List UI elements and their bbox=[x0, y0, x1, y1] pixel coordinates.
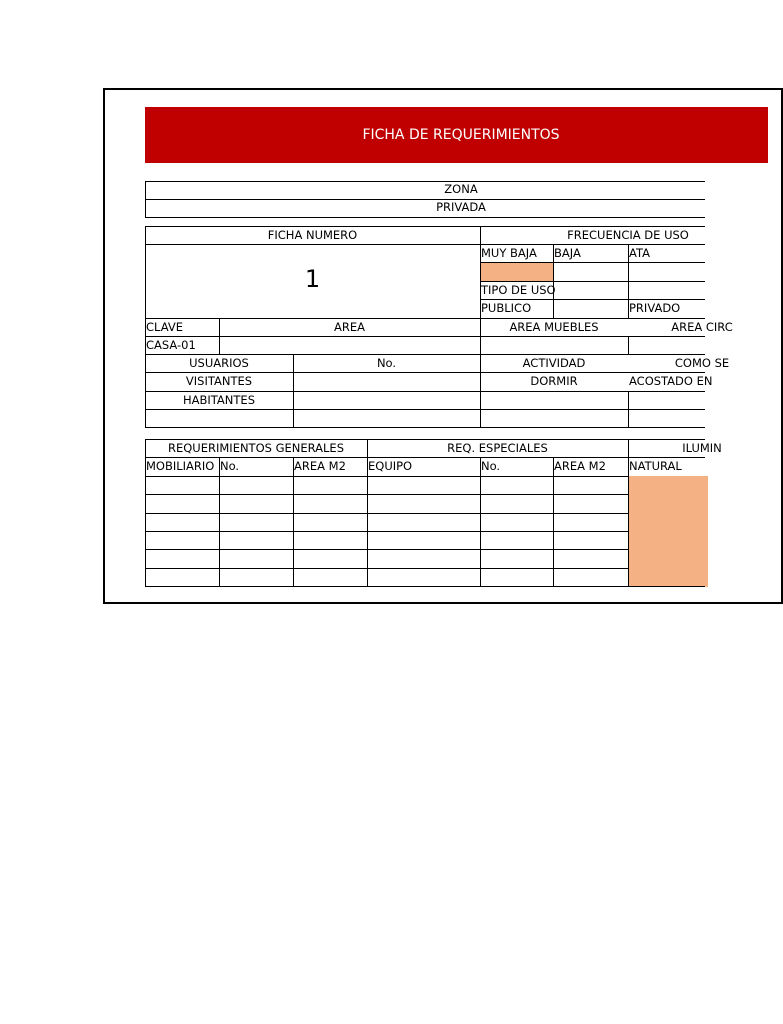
grid-line-horizontal bbox=[145, 427, 705, 428]
grid-line-horizontal bbox=[145, 476, 628, 477]
tipo-uso-label: TIPO DE USO bbox=[481, 283, 556, 297]
frecuencia-label: FRECUENCIA DE USO bbox=[567, 228, 689, 242]
ficha-numero-label: FICHA NUMERO bbox=[267, 228, 358, 242]
frequency-selected-cell[interactable] bbox=[480, 263, 553, 281]
col-area-m2: AREA M2 bbox=[294, 459, 346, 473]
grid-line-horizontal bbox=[145, 531, 628, 532]
grid-line-horizontal bbox=[145, 513, 628, 514]
form-title: FICHA DE REQUERIMIENTOS bbox=[362, 127, 560, 143]
area-circ-label: AREA CIRC bbox=[671, 320, 733, 334]
grid-line-vertical bbox=[480, 457, 481, 587]
tipo-option-privado[interactable]: PRIVADO bbox=[629, 301, 681, 315]
grid-line-horizontal bbox=[145, 586, 705, 587]
usuario-row-habitantes[interactable]: HABITANTES bbox=[183, 393, 255, 407]
col-mobiliario: MOBILIARIO bbox=[146, 459, 215, 473]
grid-line-horizontal bbox=[145, 409, 705, 410]
grid-line-horizontal bbox=[145, 217, 705, 218]
grid-line-horizontal bbox=[145, 549, 628, 550]
como-row-visitantes[interactable]: ACOSTADO EN bbox=[629, 374, 713, 388]
natural-lighting-cell[interactable] bbox=[628, 476, 708, 587]
zona-label: ZONA bbox=[444, 182, 478, 196]
req-especiales-header: REQ. ESPECIALES bbox=[447, 441, 548, 455]
area-label: AREA bbox=[334, 320, 365, 334]
col-equipo: EQUIPO bbox=[368, 459, 413, 473]
freq-option-muy-baja[interactable]: MUY BAJA bbox=[481, 246, 537, 260]
grid-line-vertical bbox=[628, 336, 629, 355]
usuarios-header: USUARIOS bbox=[189, 356, 249, 370]
clave-value[interactable]: CASA-01 bbox=[146, 338, 196, 352]
req-generales-header: REQUERIMIENTOS GENERALES bbox=[168, 441, 344, 455]
actividad-row-visitantes[interactable]: DORMIR bbox=[530, 374, 578, 388]
col-no-especial: No. bbox=[481, 459, 501, 473]
tipo-option-publico[interactable]: PUBLICO bbox=[481, 301, 532, 315]
zona-value[interactable]: PRIVADA bbox=[436, 200, 486, 214]
col-natural: NATURAL bbox=[629, 459, 682, 473]
grid-line-horizontal bbox=[145, 568, 628, 569]
grid-line-vertical bbox=[553, 457, 554, 587]
iluminacion-header: ILUMIN bbox=[682, 441, 722, 455]
col-area-m2-especial: AREA M2 bbox=[554, 459, 606, 473]
col-no: No. bbox=[220, 459, 240, 473]
usuarios-no-header: No. bbox=[376, 356, 397, 370]
clave-label: CLAVE bbox=[146, 320, 183, 334]
freq-option-ata[interactable]: ATA bbox=[629, 246, 650, 260]
grid-line-vertical bbox=[628, 391, 629, 428]
ficha-numero-value[interactable]: 1 bbox=[304, 265, 321, 293]
usuario-row-visitantes[interactable]: VISITANTES bbox=[185, 374, 253, 388]
freq-option-baja[interactable]: BAJA bbox=[554, 246, 581, 260]
area-muebles-label: AREA MUEBLES bbox=[509, 320, 599, 334]
grid-line-vertical bbox=[293, 457, 294, 587]
grid-line-horizontal bbox=[145, 494, 628, 495]
actividad-header: ACTIVIDAD bbox=[522, 356, 586, 370]
grid-line-vertical bbox=[219, 457, 220, 587]
como-header: COMO SE bbox=[674, 356, 730, 370]
grid-line-horizontal bbox=[145, 336, 705, 337]
grid-line-horizontal bbox=[480, 262, 705, 263]
